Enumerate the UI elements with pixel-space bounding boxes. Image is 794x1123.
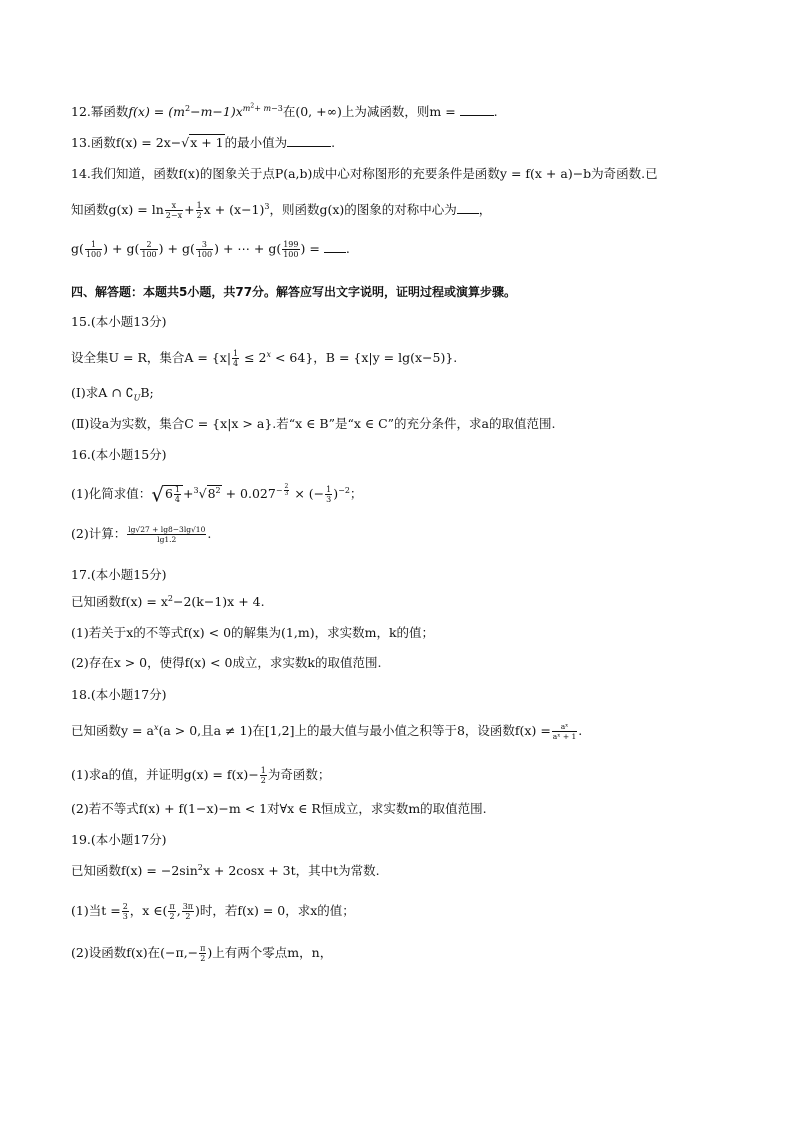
question-number: 12.	[71, 104, 91, 119]
question-number: 14.	[71, 166, 91, 181]
question-16-header: 16.(本小题15分)	[71, 447, 167, 462]
question-17-line-1: 已知函数$f(x) = x^2-2(k-1)x + 4$.	[71, 593, 265, 609]
answer-blank[interactable]	[457, 202, 479, 214]
fraction: $\frac{x}{2-x}$	[165, 201, 183, 220]
question-19-line-1: 已知函数$f(x) = -2\sin^2x + 2\cos x + 3t$，其中t为常数.	[71, 862, 380, 878]
question-14-line-3: g( $\frac{1}{100}$ ) + g( $\frac{2}{100}$ ) + g( $\frac{3}{100}$ ) + ⋯ + g( $\frac{199}{100}$ ) = .	[71, 240, 350, 259]
question-14-line-2: 知函数g(x) = ln $\frac{x}{2-x}$ + $\frac{1}{2}$ $x + (x-1)^3$，则函数g(x)的图象的对称中心为 ，	[71, 201, 492, 220]
question-15-line-1: 设全集U = R，集合A = {x| $\frac{1}{4}$ ≤ $2^x < 64$}，B = {x|y = lg(x−5)}.	[71, 349, 458, 368]
question-14-line-1: 14.我们知道，函数f(x)的图象关于点P(a,b)成中心对称图形的充要条件是函数y = f(x + a)−b为奇函数.已	[71, 166, 658, 181]
question-12: 12.幂函数$f(x) = (m^2-m-1)x^{m^2+ m-3}$在(0, +∞)上为减函数，则m = .	[71, 102, 498, 119]
question-19-part-1: (1)当t = $\frac{2}{3}$ ，x ∈( $\frac{\pi}{2}$ , $\frac{3\pi}{2}$ )时，若f(x) = 0，求x的值；	[71, 902, 355, 921]
question-15-part-1: (Ⅰ)求A ∩ $∁_UB$;	[71, 385, 154, 403]
fraction: $\frac{1}{2}$	[196, 201, 202, 220]
question-17-header: 17.(本小题15分)	[71, 567, 167, 582]
question-19-part-2: (2)设函数f(x)在(−π,− $\frac{\pi}{2}$ )上有两个零点m，n，	[71, 944, 333, 963]
question-15-part-2: (Ⅱ)设a为实数，集合C = {x|x > a}.若“x ∈ B”是“x ∈ C”的充分条件，求a的取值范围.	[71, 416, 556, 431]
question-17-part-1: (1)若关于x的不等式f(x) < 0的解集为(1,m)，求实数m，k的值；	[71, 625, 435, 640]
question-18-part-1: (1)求a的值，并证明g(x) = f(x)− $\frac{1}{2}$ 为奇函数；	[71, 766, 331, 785]
question-16-part-2: (2)计算： $\frac{\lg√27 + \lg 8-3\lg√10}{\lg 1.2}$ .	[71, 525, 212, 544]
question-13: 13.函数f(x) = 2x−√x + 1的最小值为 .	[71, 135, 336, 150]
answer-blank[interactable]	[460, 104, 494, 116]
question-18-line-1: 已知函数$y = a^x(a > 0$,且a ≠ 1)在[1,2]上的最大值与最小值之积等于8，设函数f(x) = $\frac{\text{aˣ}}{\text{aˣ + 1}}$ .	[71, 722, 583, 741]
answer-blank[interactable]	[324, 241, 346, 253]
question-16-part-1: (1)化简求值：√6 $\frac{1}{4}$ $+^3√8^2 + 0.027^{- \frac{2}{3}}$ × (− $\frac{1}{3}$ )$^{-2}$；	[71, 482, 363, 507]
question-19-header: 19.(本小题17分)	[71, 832, 167, 847]
question-number: 13.	[71, 135, 91, 150]
answer-blank[interactable]	[287, 135, 331, 147]
question-18-header: 18.(本小题17分)	[71, 687, 167, 702]
question-18-part-2: (2)若不等式f(x) + f(1−x)−m < 1对∀x ∈ R恒成立，求实数m的取值范围.	[71, 801, 487, 816]
question-15-header: 15.(本小题13分)	[71, 314, 167, 329]
section-heading: 四、解答题：本题共5小题，共77分。解答应写出文字说明，证明过程或演算步骤。	[71, 285, 517, 299]
question-17-part-2: (2)存在x > 0，使得f(x) < 0成立，求实数k的取值范围.	[71, 655, 382, 670]
